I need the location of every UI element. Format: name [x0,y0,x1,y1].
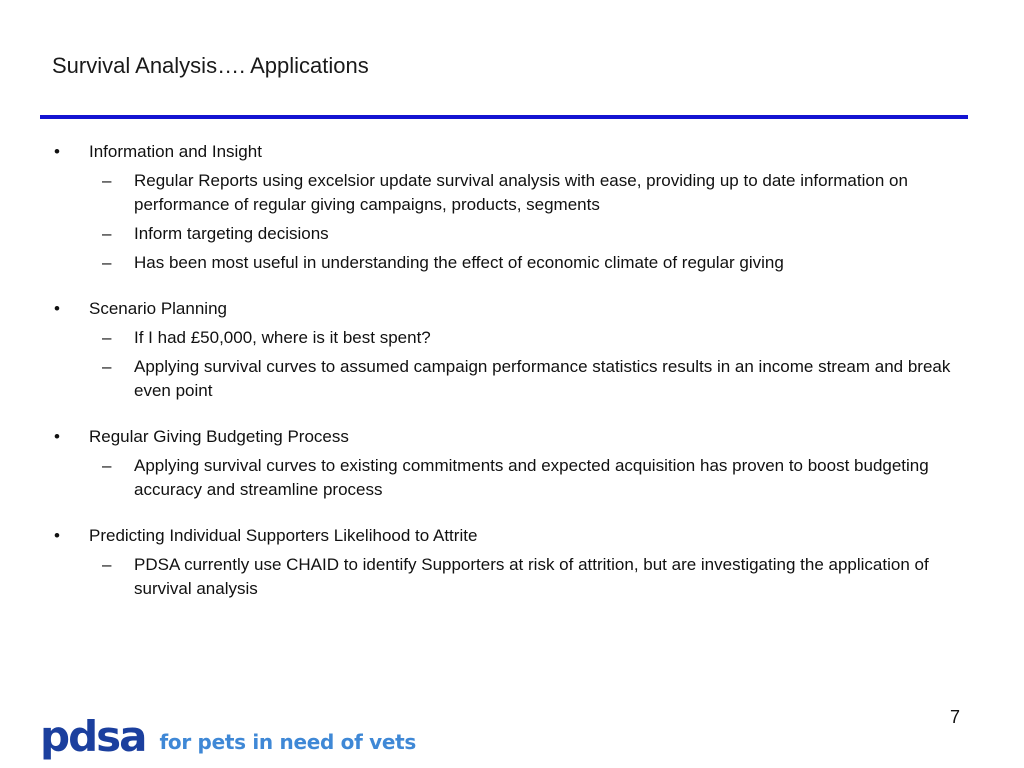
section-heading-text: Predicting Individual Supporters Likelihood to Attrite [89,526,478,545]
dash-icon: – [102,171,112,190]
bullet-icon: • [54,142,60,161]
sub-bullet-text: Inform targeting decisions [134,224,329,243]
sub-bullet-text: Has been most useful in understanding the effect of economic climate of regular giving [134,253,784,272]
dash-icon: – [102,224,112,243]
sub-bullet [0,251,1024,275]
section-heading [0,297,1024,321]
slide-content [0,140,1024,623]
logo-wordmark: pdsa [40,712,146,761]
logo-tagline: for pets in need of vets [159,730,417,754]
section-heading [0,524,1024,548]
sub-bullet-text: PDSA currently use CHAID to identify Supporters at risk of attrition, but are investigating the application of survival analysis [134,555,929,598]
title-divider [40,115,968,119]
section-information-insight [0,140,1024,275]
section-budgeting-process [0,425,1024,502]
slide-title: Survival Analysis…. Applications [52,53,369,78]
page-number: 7 [950,707,961,727]
dash-icon: – [102,555,112,574]
dash-icon: – [102,456,112,475]
section-heading-text: Information and Insight [89,142,262,161]
sub-bullet-text: If I had £50,000, where is it best spent? [134,328,431,347]
sub-bullet-text: Applying survival curves to existing commitments and expected acquisition has proven to boost budgeting accuracy and streamline process [134,456,929,499]
dash-icon: – [102,357,112,376]
section-heading [0,425,1024,449]
sub-bullet [0,454,1024,502]
section-heading-text: Regular Giving Budgeting Process [89,427,349,446]
section-heading [0,140,1024,164]
sub-bullet [0,326,1024,350]
sub-bullet [0,553,1024,601]
pdsa-logo [40,710,417,761]
bullet-icon: • [54,299,60,318]
section-predicting-attrition [0,524,1024,601]
dash-icon: – [102,253,112,272]
sub-bullet [0,169,1024,217]
section-scenario-planning [0,297,1024,403]
dash-icon: – [102,328,112,347]
sub-bullet [0,355,1024,403]
sub-bullet-text: Regular Reports using excelsior update survival analysis with ease, providing up to date information on performance of regular giving campaigns, products, segments [134,171,908,214]
bullet-icon: • [54,427,60,446]
sub-bullet-text: Applying survival curves to assumed campaign performance statistics results in an income stream and break even point [134,357,951,400]
bullet-icon: • [54,526,60,545]
section-heading-text: Scenario Planning [89,299,227,318]
sub-bullet [0,222,1024,246]
